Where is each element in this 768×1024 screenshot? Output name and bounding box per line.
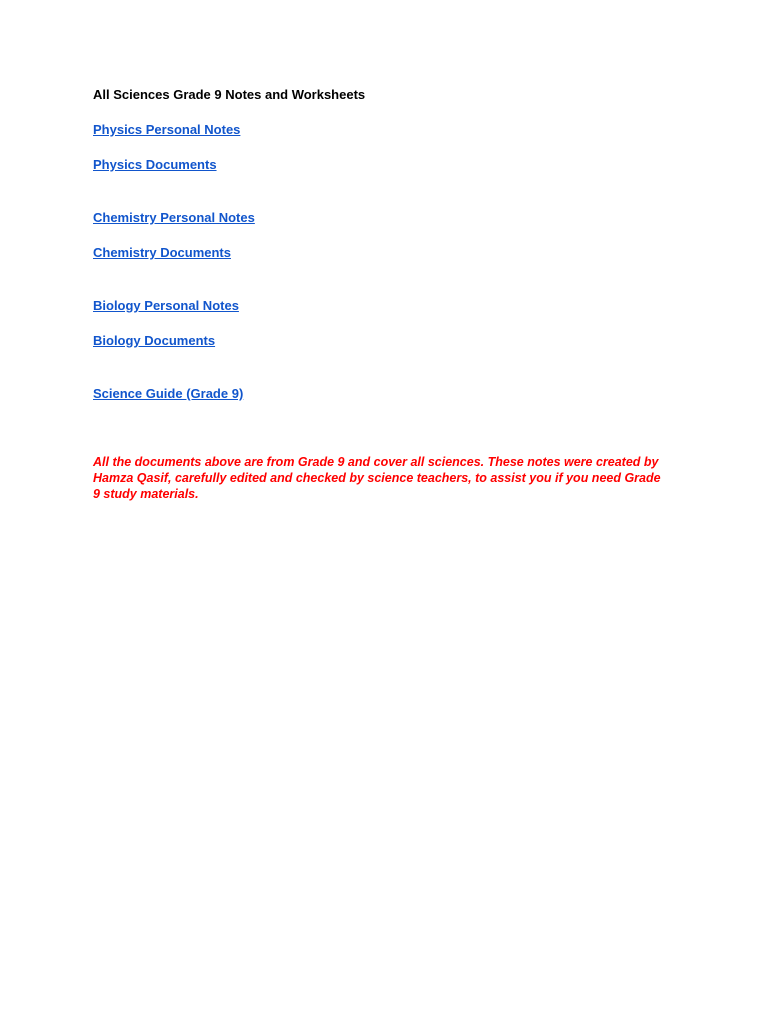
document-title: All Sciences Grade 9 Notes and Worksheets xyxy=(93,87,366,102)
biology-personal-notes-link[interactable]: Biology Personal Notes xyxy=(93,298,239,313)
chemistry-documents-link[interactable]: Chemistry Documents xyxy=(93,245,231,260)
documents-note: All the documents above are from Grade 9 and cover all sciences. These notes were created by Hamza Qasif, carefully edited and checked by science teachers, to assist you if you need Grade 9 study materials. xyxy=(93,455,661,501)
document-page xyxy=(93,87,673,502)
chemistry-personal-notes-link[interactable]: Chemistry Personal Notes xyxy=(93,210,255,225)
science-guide-link[interactable]: Science Guide (Grade 9) xyxy=(93,386,244,401)
physics-documents-link[interactable]: Physics Documents xyxy=(93,157,217,172)
biology-documents-link[interactable]: Biology Documents xyxy=(93,333,216,348)
physics-personal-notes-link[interactable]: Physics Personal Notes xyxy=(93,122,241,137)
